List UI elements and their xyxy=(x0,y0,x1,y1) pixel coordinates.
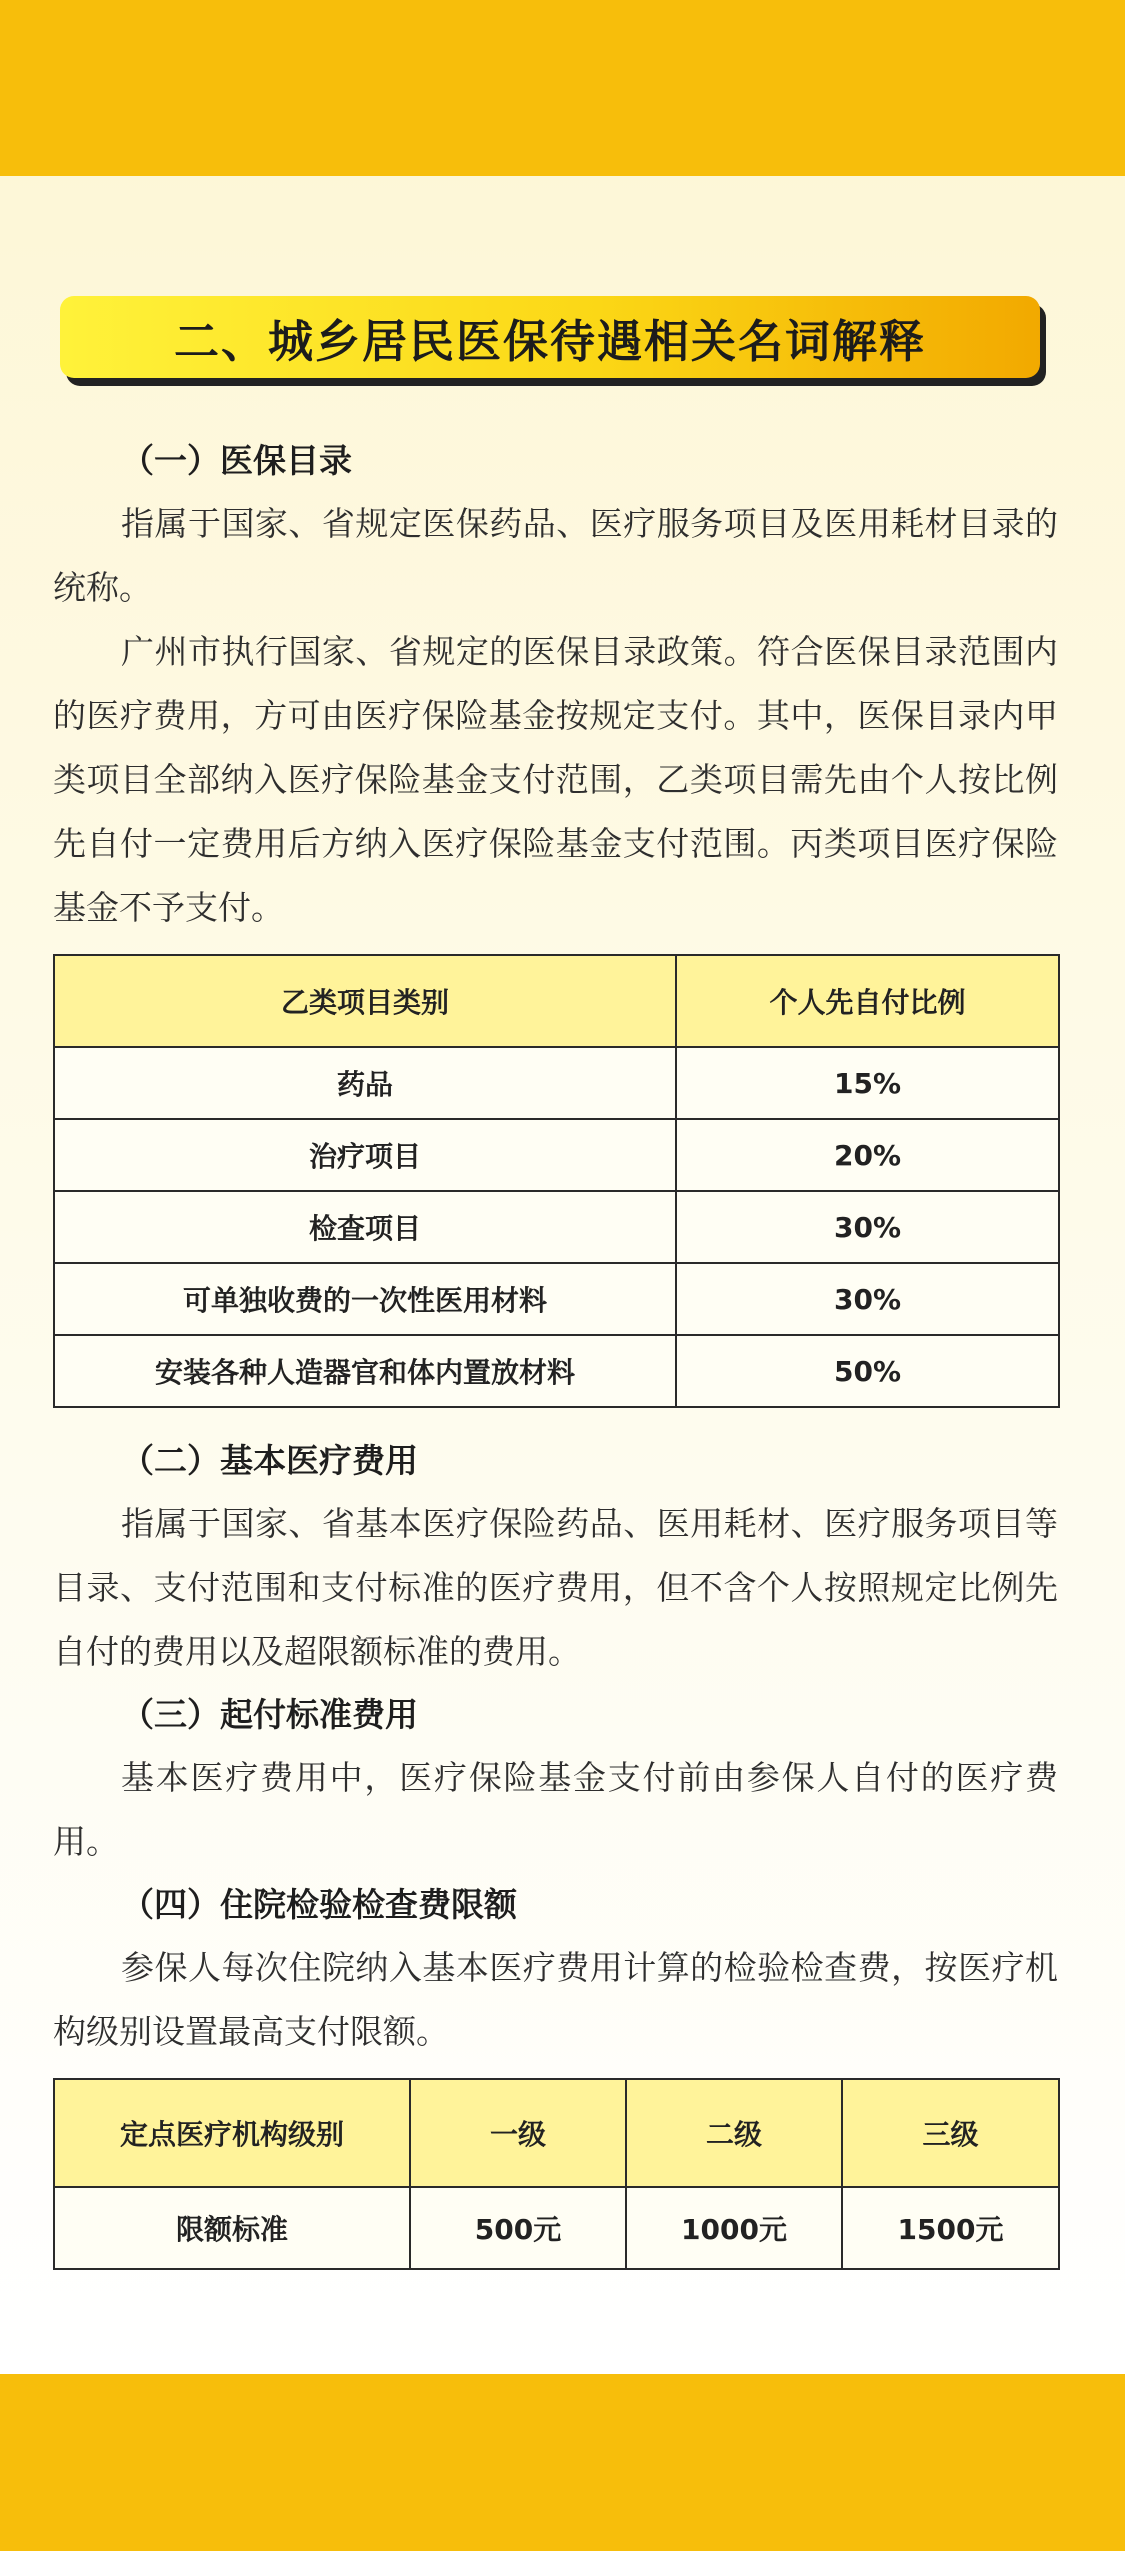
table-header-row xyxy=(54,955,1059,1047)
table-header-cell: 一级 xyxy=(410,2079,626,2187)
table-header-cell: 三级 xyxy=(842,2079,1059,2187)
table-cell: 限额标准 xyxy=(54,2187,410,2269)
table-cell: 药品 xyxy=(54,1047,676,1119)
table-cell: 1500元 xyxy=(842,2187,1059,2269)
table-row xyxy=(54,2187,1059,2269)
table-cell: 检查项目 xyxy=(54,1191,676,1263)
page-title: 二、城乡居民医保待遇相关名词解释 xyxy=(173,314,926,368)
table-header-cell: 乙类项目类别 xyxy=(54,955,676,1047)
table-row xyxy=(54,1263,1059,1335)
category-ratio-table xyxy=(53,954,1060,1408)
table-cell: 可单独收费的一次性医用材料 xyxy=(54,1263,676,1335)
table-cell: 1000元 xyxy=(626,2187,842,2269)
table-row xyxy=(54,1047,1059,1119)
paragraph: 指属于国家、省基本医疗保险药品、医用耗材、医疗服务项目等目录、支付范围和支付标准的医疗费用，但不含个人按照规定比例先自付的费用以及超限额标准的费用。 xyxy=(53,1504,1058,1671)
bottom-banner xyxy=(0,2374,1125,2551)
table-cell: 20% xyxy=(676,1119,1059,1191)
table-cell: 安装各种人造器官和体内置放材料 xyxy=(54,1335,676,1407)
table-header-row xyxy=(54,2079,1059,2187)
section-heading-4: （四）住院检验检查费限额 xyxy=(121,1885,517,1924)
table-row xyxy=(54,1191,1059,1263)
table-cell: 500元 xyxy=(410,2187,626,2269)
paragraph: 参保人每次住院纳入基本医疗费用计算的检验检查费，按医疗机构级别设置最高支付限额。 xyxy=(53,1948,1058,2051)
table-header-cell: 定点医疗机构级别 xyxy=(54,2079,410,2187)
section-heading-3: （三）起付标准费用 xyxy=(121,1695,418,1734)
table-cell: 50% xyxy=(676,1335,1059,1407)
paragraph: 广州市执行国家、省规定的医保目录政策。符合医保目录范围内的医疗费用，方可由医疗保险基金按规定支付。其中，医保目录内甲类项目全部纳入医疗保险基金支付范围，乙类项目需先由个人按比例先自付一定费用后方纳入医疗保险基金支付范围。丙类项目医疗保险基金不予支付。 xyxy=(53,632,1058,927)
table-row xyxy=(54,1335,1059,1407)
table-cell: 治疗项目 xyxy=(54,1119,676,1191)
section-heading-1: （一）医保目录 xyxy=(121,441,352,480)
table-row xyxy=(54,1119,1059,1191)
content-area xyxy=(53,430,1058,2292)
section-title-banner xyxy=(60,296,1046,386)
table-cell: 30% xyxy=(676,1191,1059,1263)
limit-table xyxy=(53,2078,1060,2270)
paragraph: 基本医疗费用中，医疗保险基金支付前由参保人自付的医疗费用。 xyxy=(53,1758,1058,1861)
table-header-cell: 二级 xyxy=(626,2079,842,2187)
table-cell: 15% xyxy=(676,1047,1059,1119)
top-banner xyxy=(0,0,1125,176)
title-box xyxy=(60,296,1040,378)
table-header-cell: 个人先自付比例 xyxy=(676,955,1059,1047)
table-cell: 30% xyxy=(676,1263,1059,1335)
section-heading-2: （二）基本医疗费用 xyxy=(121,1441,418,1480)
paragraph: 指属于国家、省规定医保药品、医疗服务项目及医用耗材目录的统称。 xyxy=(53,504,1058,607)
